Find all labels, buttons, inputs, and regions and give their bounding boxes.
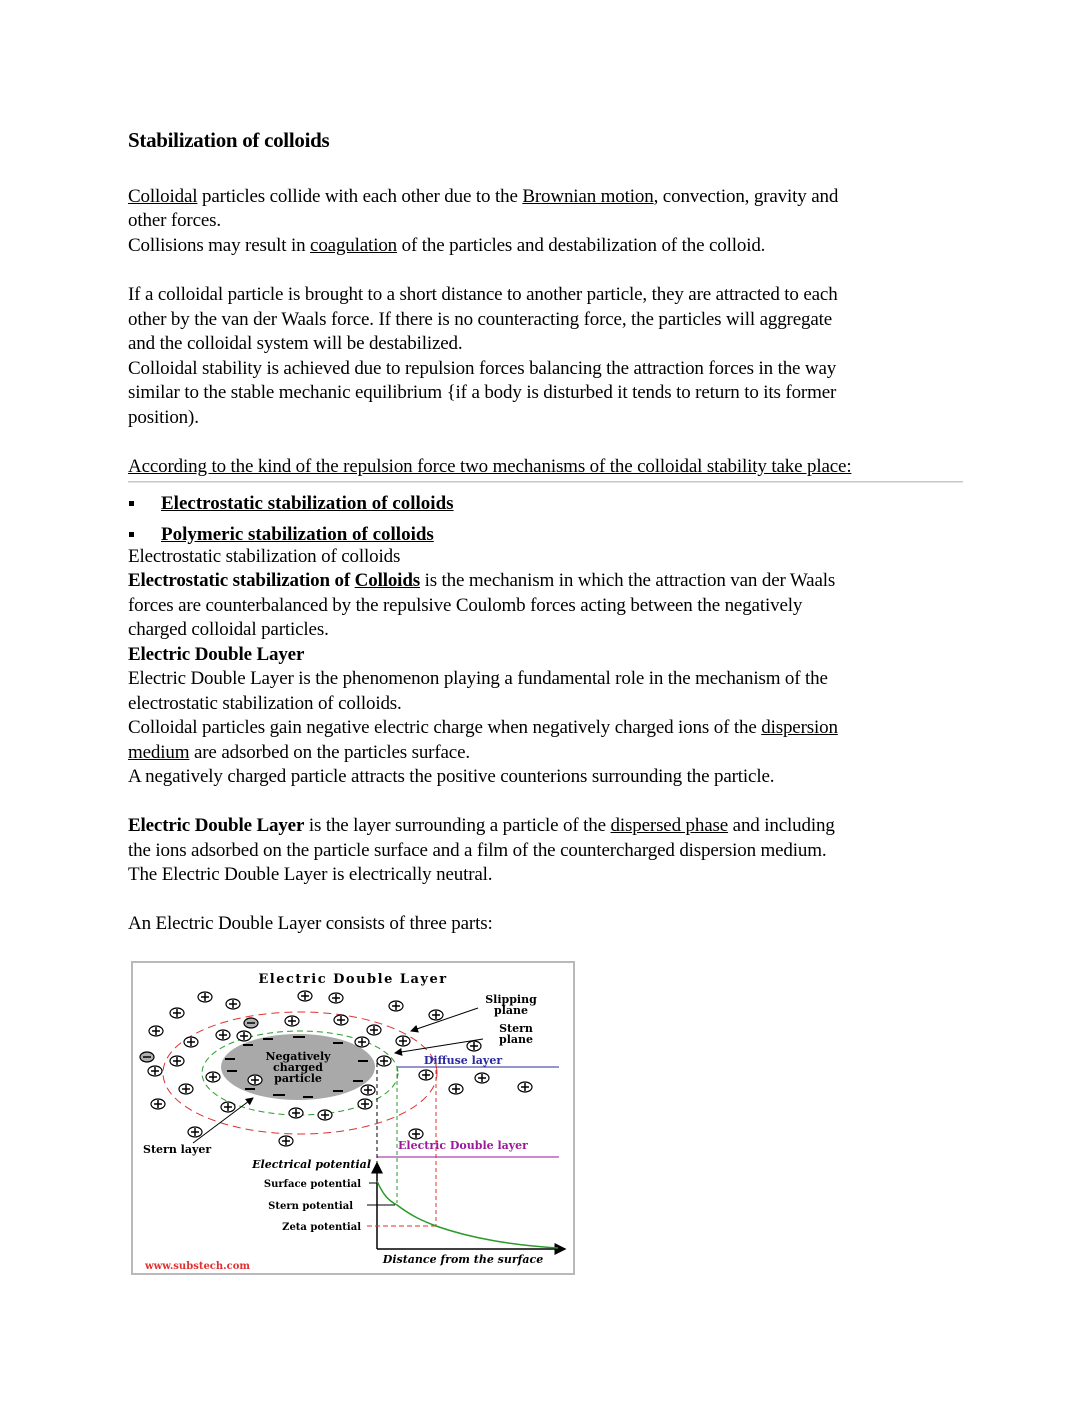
slipping-plane-label-1: Slipping bbox=[485, 993, 537, 1006]
bullet-icon bbox=[129, 501, 134, 506]
bullet-icon bbox=[129, 532, 134, 537]
electrostatic-line2: forces are counterbalanced by the repulsive Coulomb forces acting between the negatively bbox=[128, 595, 803, 616]
edl-diagram bbox=[131, 961, 575, 1275]
stern-potential-label: Stern potential bbox=[268, 1201, 353, 1212]
page-title: Stabilization of colloids bbox=[128, 128, 330, 152]
three-parts-intro: An Electric Double Layer consists of three parts: bbox=[128, 913, 493, 934]
particle-label-line3: particle bbox=[274, 1072, 322, 1085]
paragraph-stability-line: other by the van der Waals force. If there is no counteracting force, the particles will aggregate bbox=[128, 309, 833, 330]
electrostatic-line3: charged colloidal particles. bbox=[128, 619, 329, 640]
edl-definition-line3: The Electric Double Layer is electrically neutral. bbox=[128, 864, 493, 885]
diffuse-layer-label: Diffuse layer bbox=[423, 1054, 503, 1067]
electrostatic-line1: Electrostatic stabilization of Colloids is the mechanism in which the attraction van der Waals bbox=[128, 570, 836, 591]
figure-title: Electric Double Layer bbox=[258, 972, 448, 987]
slipping-plane-label-2: plane bbox=[494, 1004, 528, 1017]
edl-line2: electrostatic stabilization of colloids. bbox=[128, 693, 402, 714]
slipping-plane-arrow bbox=[411, 1008, 478, 1031]
zeta-potential-label: Zeta potential bbox=[282, 1222, 361, 1233]
edl-definition-line1: Electric Double Layer is the layer surrounding a particle of the dispersed phase and including bbox=[128, 815, 835, 836]
edl-line5: A negatively charged particle attracts the positive counterions surrounding the particle. bbox=[128, 766, 775, 787]
paragraph-collisions-line2: other forces. bbox=[128, 210, 222, 231]
link-electrostatic-stabilization[interactable]: Electrostatic stabilization of colloids bbox=[161, 492, 454, 514]
link-brownian-motion[interactable]: Brownian motion bbox=[522, 186, 654, 207]
particle-label-line2: charged bbox=[273, 1061, 323, 1074]
credit-link[interactable]: www.substech.com bbox=[145, 1261, 250, 1272]
x-axis-label: Distance from the surface bbox=[382, 1253, 544, 1266]
edl-line4: medium are adsorbed on the particles surface. bbox=[128, 742, 470, 763]
stern-plane-label-1: Stern bbox=[499, 1022, 533, 1035]
y-axis-label: Electrical potential bbox=[252, 1158, 371, 1171]
edl-label: Electric Double layer bbox=[398, 1139, 528, 1152]
potential-curve bbox=[377, 1181, 558, 1248]
link-medium[interactable]: medium bbox=[128, 742, 190, 763]
section-heading-electrostatic: Electrostatic stabilization of colloids bbox=[128, 546, 401, 567]
link-dispersion[interactable]: dispersion bbox=[761, 717, 838, 738]
list-item bbox=[128, 488, 454, 519]
paragraph-stability-line: and the colloidal system will be destabilized. bbox=[128, 333, 463, 354]
link-dispersed-phase[interactable]: dispersed phase bbox=[610, 815, 729, 836]
edl-definition-line2: the ions adsorbed on the particle surface and a film of the countercharged dispersion medium. bbox=[128, 840, 827, 861]
paragraph-stability-line: If a colloidal particle is brought to a short distance to another particle, they are attracted to each bbox=[128, 284, 838, 305]
link-colloids[interactable]: Colloids bbox=[354, 570, 420, 591]
paragraph-collisions-line3: Collisions may result in coagulation of the particles and destabilization of the colloid. bbox=[128, 235, 766, 256]
stern-layer-label: Stern layer bbox=[143, 1143, 212, 1156]
divider bbox=[128, 481, 963, 483]
edl-diagram-svg bbox=[133, 963, 573, 1273]
mechanisms-intro: According to the kind of the repulsion force two mechanisms of the colloidal stability take place: bbox=[128, 456, 852, 477]
paragraph-stability-line: Colloidal stability is achieved due to repulsion forces balancing the attraction forces in the way bbox=[128, 358, 837, 379]
particle-label-line1: Negatively bbox=[265, 1050, 331, 1063]
section-heading-edl: Electric Double Layer bbox=[128, 644, 305, 665]
mechanisms-list bbox=[128, 488, 454, 550]
edl-line1: Electric Double Layer is the phenomenon playing a fundamental role in the mechanism of the bbox=[128, 668, 828, 689]
link-colloidal[interactable]: Colloidal bbox=[128, 186, 198, 207]
paragraph-collisions-line1: Colloidal particles collide with each other due to the Brownian motion, convection, gravity and bbox=[128, 186, 839, 207]
link-polymeric-stabilization[interactable]: Polymeric stabilization of colloids bbox=[161, 523, 434, 545]
stern-plane-label-2: plane bbox=[499, 1033, 533, 1046]
paragraph-stability-line: position). bbox=[128, 407, 199, 428]
link-coagulation[interactable]: coagulation bbox=[310, 235, 398, 256]
edl-line3: Colloidal particles gain negative electric charge when negatively charged ions of the dispersion bbox=[128, 717, 838, 738]
paragraph-stability-line: similar to the stable mechanic equilibrium {if a body is disturbed it tends to return to its former bbox=[128, 382, 837, 403]
surface-potential-label: Surface potential bbox=[263, 1179, 361, 1190]
